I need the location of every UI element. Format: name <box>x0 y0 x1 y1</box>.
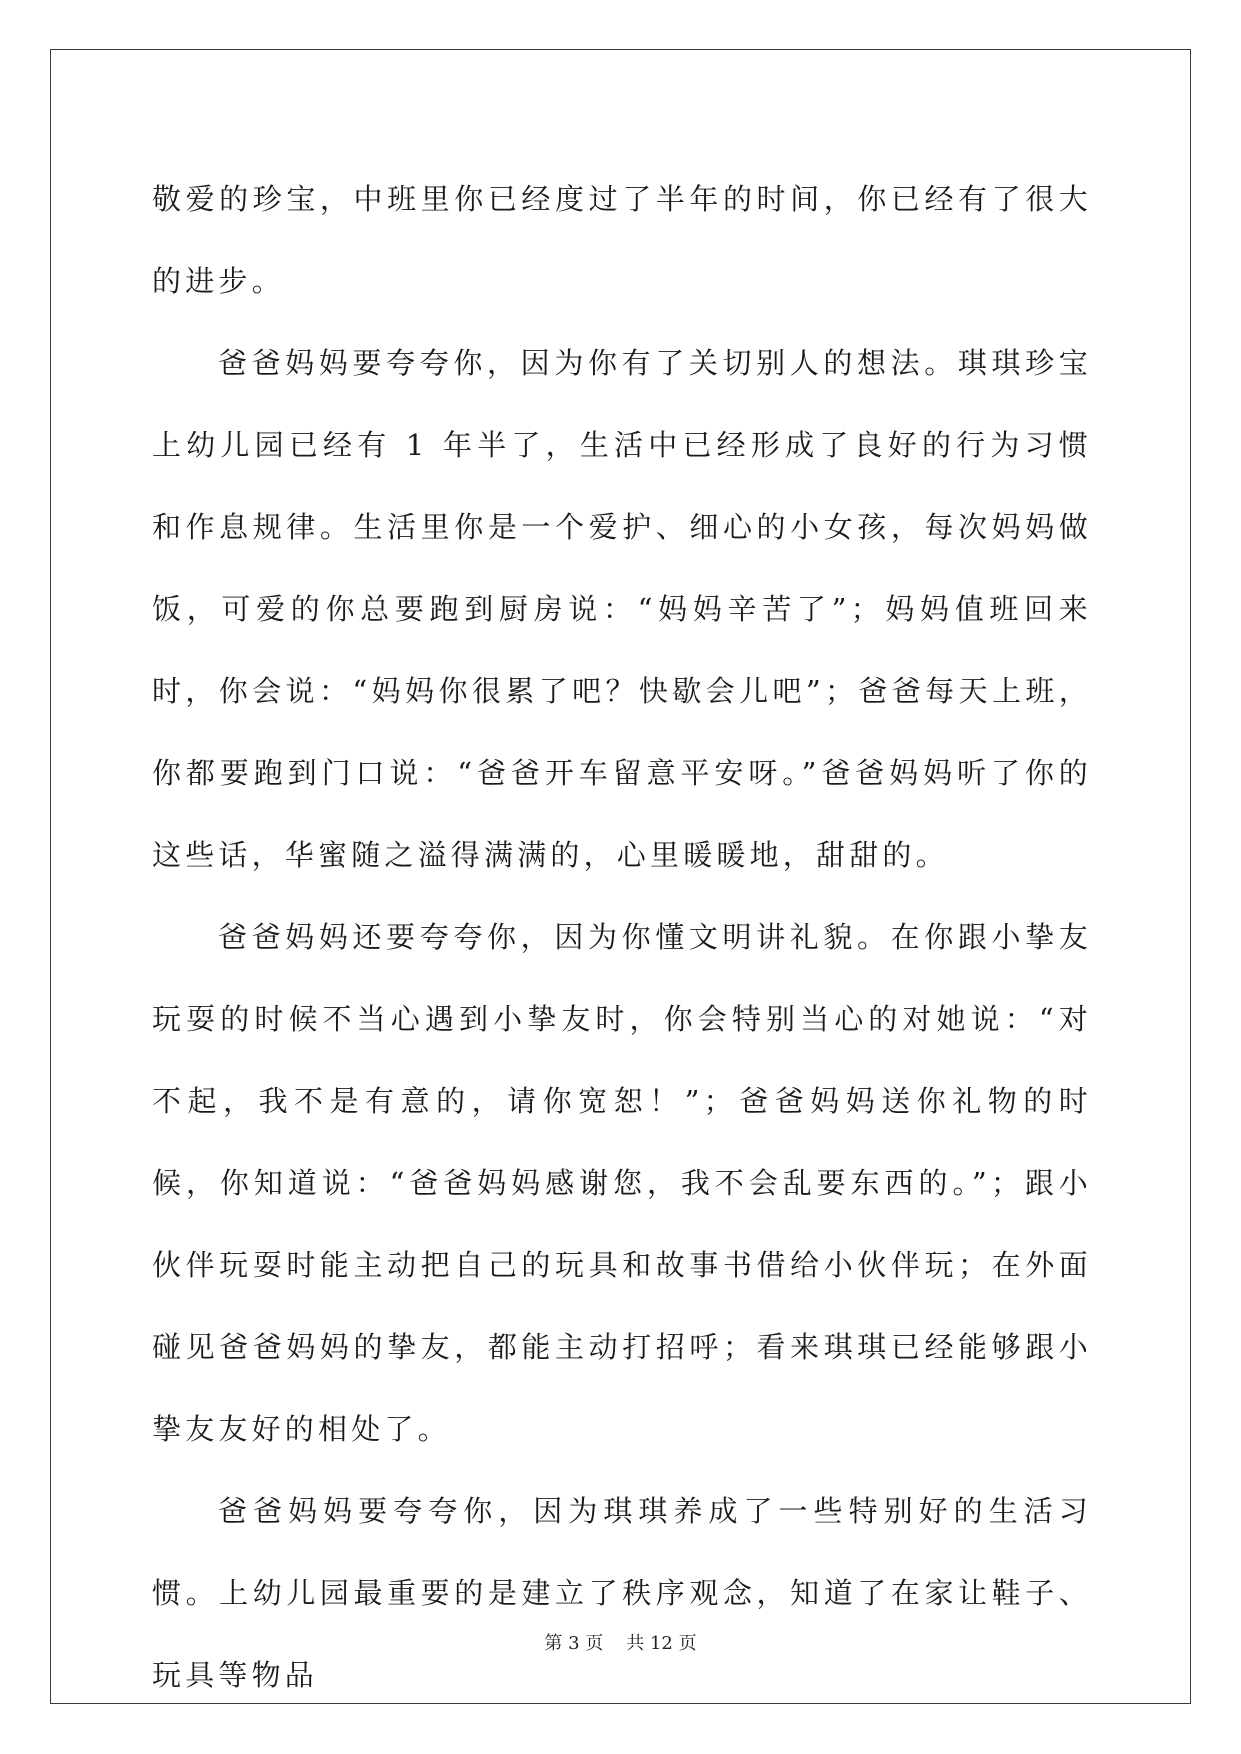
document-body <box>152 158 1092 1716</box>
page-total: 共 12 页 <box>626 1633 697 1654</box>
page-number: 第 3 页 <box>544 1633 604 1654</box>
paragraph-2: 爸爸妈妈要夸夸你，因为你有了关切别人的想法。琪琪珍宝上幼儿园已经有 1 年半了，生活中已经形成了良好的行为习惯和作息规律。生活里你是一个爱护、细心的小女孩，每次妈妈做饭，可爱的你总要跑到厨房说：“妈妈辛苦了”；妈妈值班回来时，你会说：“妈妈你很累了吧？快歇会儿吧”；爸爸每天上班，你都要跑到门口说：“爸爸开车留意平安呀。”爸爸妈妈听了你的这些话，华蜜随之溢得满满的，心里暖暖地，甜甜的。 <box>152 346 1092 872</box>
page-footer <box>0 1629 1241 1655</box>
paragraph-3: 爸爸妈妈还要夸夸你，因为你懂文明讲礼貌。在你跟小挚友玩耍的时候不当心遇到小挚友时，你会特别当心的对她说：“对不起，我不是有意的，请你宽恕！”；爸爸妈妈送你礼物的时候，你知道说：“爸爸妈妈感谢您，我不会乱要东西的。”；跟小伙伴玩耍时能主动把自己的玩具和故事书借给小伙伴玩；在外面碰见爸爸妈妈的挚友，都能主动打招呼；看来琪琪已经能够跟小挚友友好的相处了。 <box>152 920 1092 1446</box>
paragraph-4: 爸爸妈妈要夸夸你，因为琪琪养成了一些特别好的生活习惯。上幼儿园最重要的是建立了秩序观念，知道了在家让鞋子、玩具等物品 <box>152 1494 1092 1692</box>
paragraph-1: 敬爱的珍宝，中班里你已经度过了半年的时间，你已经有了很大的进步。 <box>152 182 1092 298</box>
